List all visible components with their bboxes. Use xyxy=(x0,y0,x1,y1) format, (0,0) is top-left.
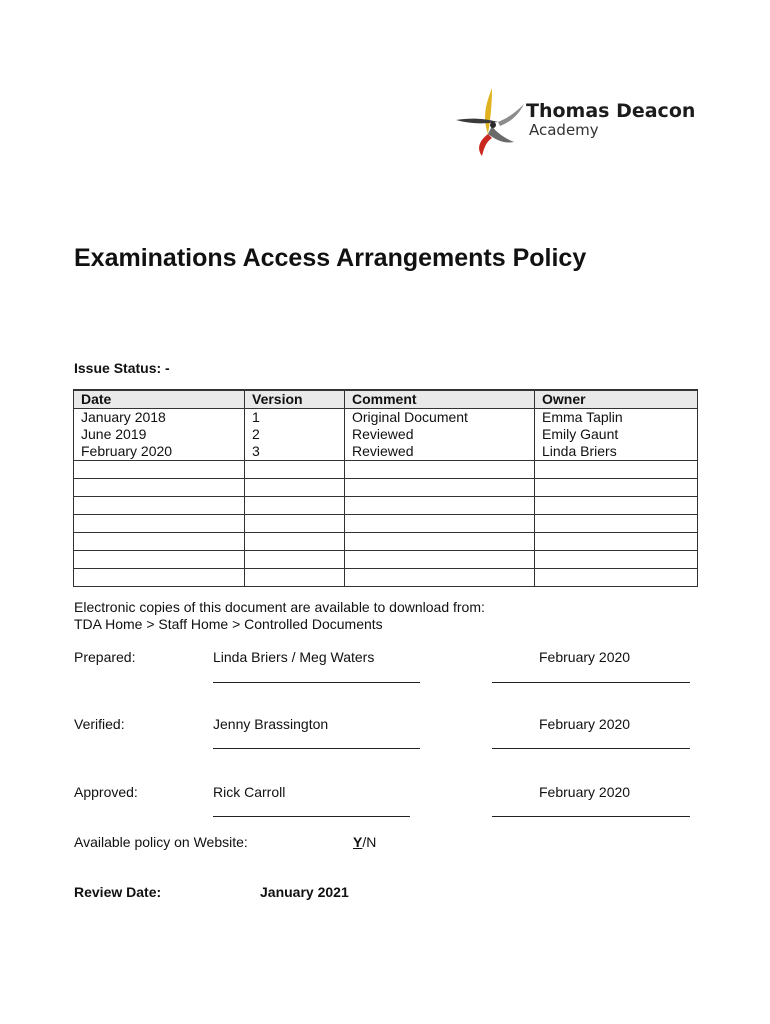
prepared-label: Prepared: xyxy=(74,649,136,665)
empty-table-row xyxy=(74,551,698,569)
website-availability-label: Available policy on Website: xyxy=(74,834,248,850)
review-date-value: January 2021 xyxy=(260,884,349,900)
table-row xyxy=(74,426,698,443)
issue-status-label: Issue Status: - xyxy=(74,360,170,376)
electronic-copies-note xyxy=(74,599,485,633)
approved-name: Rick Carroll xyxy=(213,784,286,800)
verified-date: February 2020 xyxy=(539,716,631,732)
prepared-date-line xyxy=(492,682,690,683)
table-cell: January 2018 xyxy=(74,409,245,427)
empty-table-row xyxy=(74,569,698,587)
approved-date: February 2020 xyxy=(539,784,631,800)
verified-signature-line xyxy=(213,748,420,749)
website-no-option: N xyxy=(366,834,377,850)
empty-table-row xyxy=(74,479,698,497)
table-cell: 1 xyxy=(245,409,345,427)
table-cell: Emma Taplin xyxy=(535,409,698,427)
website-option-separator: / xyxy=(362,834,367,850)
prepared-name: Linda Briers / Meg Waters xyxy=(213,649,375,665)
approved-date-line xyxy=(492,816,690,817)
verified-label: Verified: xyxy=(74,716,125,732)
copies-line-1: Electronic copies of this document are available to download from: xyxy=(74,599,485,615)
empty-table-row xyxy=(74,533,698,551)
table-cell: Reviewed xyxy=(345,443,535,461)
table-cell: February 2020 xyxy=(74,443,245,461)
empty-table-row xyxy=(74,515,698,533)
website-yes-option: Y xyxy=(353,834,363,850)
column-header-comment: Comment xyxy=(345,390,535,409)
verified-name: Jenny Brassington xyxy=(213,716,329,732)
academy-logo xyxy=(452,82,696,160)
table-cell: 2 xyxy=(245,426,345,443)
table-header-row xyxy=(74,390,698,409)
table-cell: Original Document xyxy=(345,409,535,427)
logo-name: Thomas Deacon xyxy=(526,100,696,122)
star-emblem-icon xyxy=(452,82,532,160)
table-row xyxy=(74,409,698,427)
prepared-signature-line xyxy=(213,682,420,683)
table-cell: June 2019 xyxy=(74,426,245,443)
website-availability-value xyxy=(353,834,376,850)
page-title: Examinations Access Arrangements Policy xyxy=(74,244,587,272)
column-header-version: Version xyxy=(245,390,345,409)
copies-path: TDA Home > Staff Home > Controlled Documents xyxy=(74,616,383,632)
table-cell: Linda Briers xyxy=(535,443,698,461)
revision-history-table xyxy=(73,389,698,587)
approved-label: Approved: xyxy=(74,784,138,800)
empty-table-row xyxy=(74,461,698,479)
column-header-date: Date xyxy=(74,390,245,409)
column-header-owner: Owner xyxy=(535,390,698,409)
approved-signature-line xyxy=(213,816,410,817)
verified-date-line xyxy=(492,748,690,749)
table-cell: 3 xyxy=(245,443,345,461)
table-cell: Reviewed xyxy=(345,426,535,443)
review-date-label: Review Date: xyxy=(74,884,162,900)
table-row xyxy=(74,443,698,461)
table-cell: Emily Gaunt xyxy=(535,426,698,443)
logo-subtitle: Academy xyxy=(529,121,599,139)
prepared-date: February 2020 xyxy=(539,649,631,665)
empty-table-row xyxy=(74,497,698,515)
